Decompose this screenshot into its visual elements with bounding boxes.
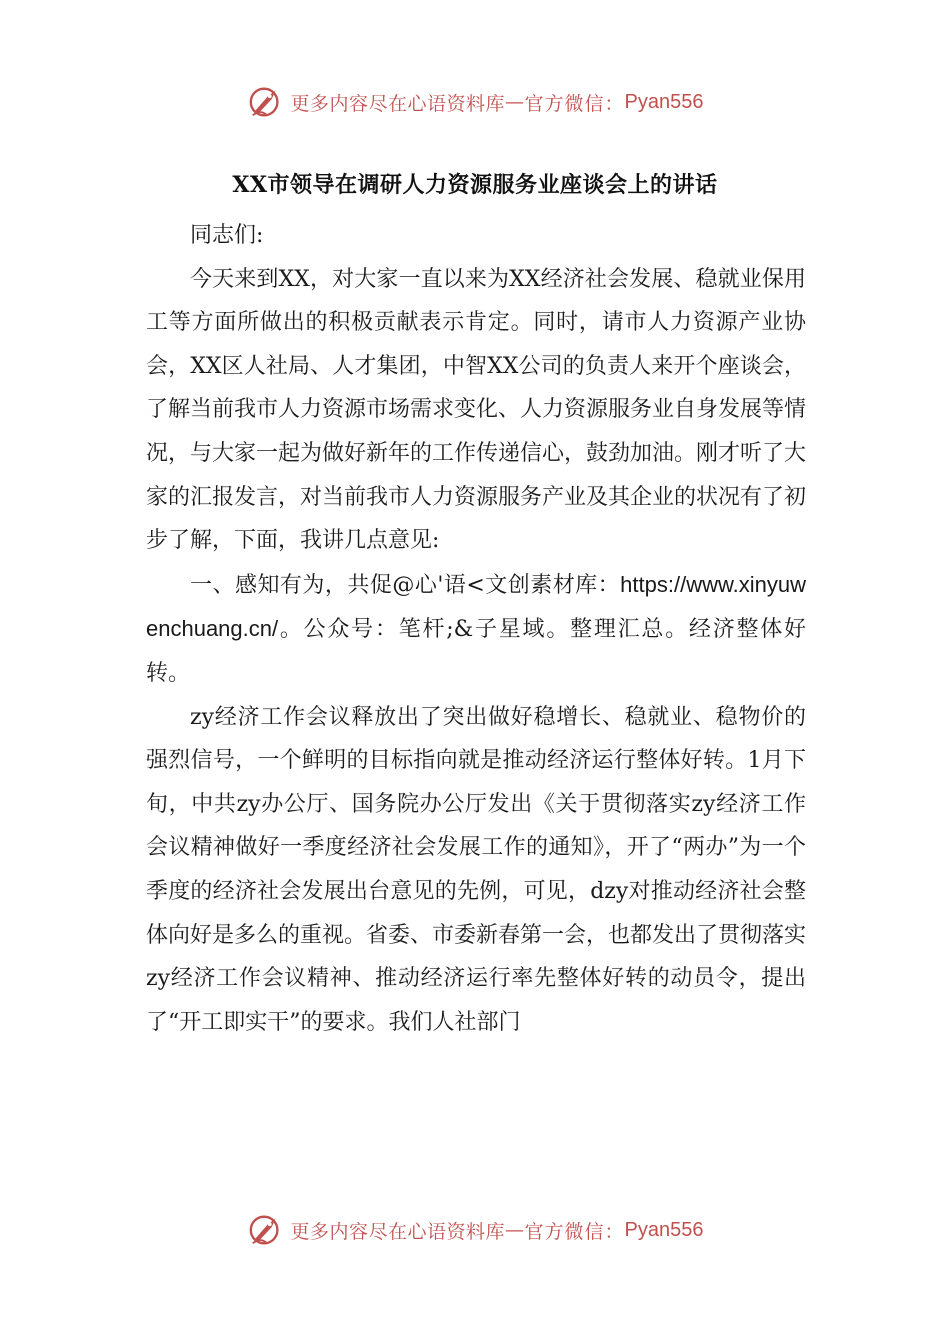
watermark-wechat-label: 官方微信： bbox=[524, 92, 625, 115]
watermark-dash: — bbox=[505, 91, 525, 113]
watermark-wechat-id: Pyan556 bbox=[624, 90, 704, 113]
paragraph-2: zy经济工作会议释放出了突出做好稳增长、稳就业、稳物价的强烈信号，一个鲜明的目标指向就是推动经济运行整体好转。1月下旬，中共zy办公厅、国务院办公厅发出《关于贯彻落实zy经济工作会议精神做好一季度经济社会发展工作的通知》，开了“两办”为一个季度的经济社会发展出台意见的先例，可见，dzy对推动经济社会整体向好是多么的重视。省委、市委新春第一会，也都发出了贯彻落实zy经济工作会议精神、推动经济运行率先整体好转的动员令，提出了“开工即实干”的要求。我们人社部门 bbox=[146, 704, 807, 1035]
watermark-banner-bottom bbox=[0, 1208, 950, 1252]
salutation: 同志们: bbox=[190, 223, 264, 248]
document-body bbox=[146, 214, 806, 1044]
watermark-text: 更多内容尽在心语资料库 bbox=[290, 1220, 506, 1243]
watermark-text: 更多内容尽在心语资料库 bbox=[290, 92, 506, 115]
paragraph-1: 今天来到XX，对大家一直以来为XX经济社会发展、稳就业保用工等方面所做出的积极贡献表示肯定。同时，请市人力资源产业协会，XX区人社局、人才集团，中智XX公司的负责人来开个座谈会，了解当前我市人力资源市场需求变化、人力资源服务业自身发展等情况，与大家一起为做好新年的工作传递信心，鼓劲加油。刚才听了大家的汇报发言，对当前我市人力资源服务产业及其企业的状况有了初步了解，下面，我讲几点意见: bbox=[146, 266, 807, 554]
watermark-wechat-label: 官方微信： bbox=[524, 1220, 625, 1243]
section-heading-url: https://www.xinyuwenchuang.cn/ bbox=[146, 571, 806, 642]
watermark-dash: — bbox=[505, 1219, 525, 1241]
pen-nib-logo-icon bbox=[247, 1211, 285, 1249]
section-heading-lead: 一、感知有为，共促@心'语<文创素材库： bbox=[190, 572, 621, 598]
pen-nib-logo-icon bbox=[247, 83, 285, 121]
document-title: XX市领导在调研人力资源服务业座谈会上的讲话 bbox=[232, 172, 718, 198]
section-heading bbox=[146, 563, 806, 696]
watermark-wechat-id: Pyan556 bbox=[624, 1218, 704, 1241]
section-heading-tail: 。公众号：笔杆;&子星域。整理汇总。经济整体好转。 bbox=[146, 617, 806, 686]
watermark-banner-top bbox=[0, 80, 950, 124]
